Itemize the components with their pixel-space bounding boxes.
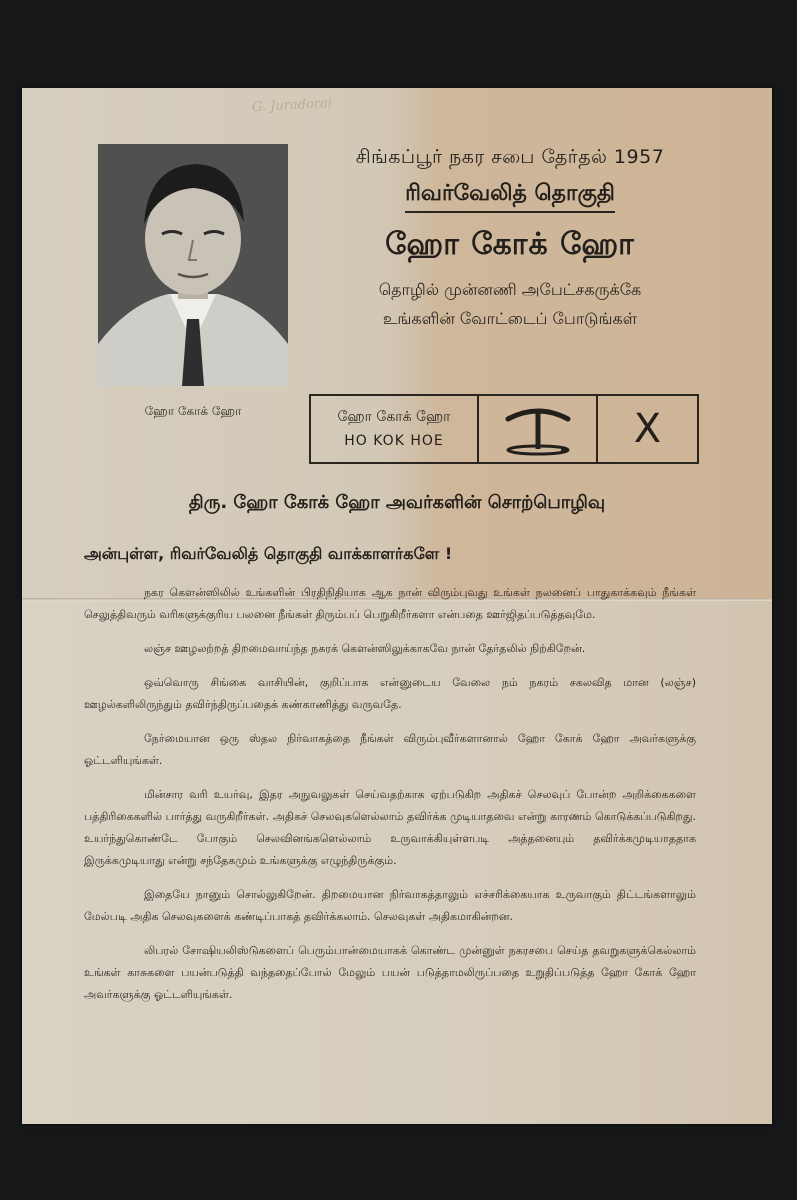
candidate-photo <box>98 144 288 386</box>
ballot-x-mark: X <box>633 406 662 452</box>
speech-body <box>84 582 696 1018</box>
anchor-icon <box>498 401 578 457</box>
appeal-line-1: தொழில் முன்னணி அபேட்சகருக்கே <box>378 280 642 299</box>
appeal-line-2: உங்களின் வோட்டைப் போடுங்கள் <box>382 309 638 328</box>
ballot-symbol-cell <box>479 396 598 462</box>
ballot-mark-cell <box>598 396 697 462</box>
election-title: சிங்கப்பூர் நகர சபை தேர்தல் 1957 <box>355 146 665 168</box>
pencil-annotation: G. Juradorai <box>251 95 333 116</box>
paragraph: மின்சார வரி உயர்வு, இதர அநுவலுகள் செய்வதற்காக ஏற்படுகிற அதிகச் செலவுப் போன்ற அறிக்கைகளை பத்திரிகைகளில் பார்த்து வருகிறீர்கள். அதிகச் செலவுகளெல்லாம் தவிர்க்க முடியாதவை என்று காரணம் கொடுக்கப்படுகிறது. உயர்ந்துகொண்டே போகும் செலவினங்களெல்லாம் உருவாக்கியுள்ளபடி அத்தனையும் தவிர்க்கமுடியாததாக இருக்கமுடியாது என்று சந்தேகமும் உங்களுக்கு எழுந்திருக்கும். <box>84 788 696 867</box>
paragraph: ஒவ்வொரு சிங்கை வாசியின், குறிப்பாக என்னுடைய வேலை நம் நகரம் சகலவித மான (லஞ்ச) ஊழல்களிலிருந்தும் தவிர்ந்திருப்பதைக் கண்காணித்து வருவதே. <box>84 676 696 711</box>
ballot-name-cell <box>311 396 479 462</box>
ballot-name-english: HO KOK HOE <box>344 433 444 449</box>
title-block <box>300 144 720 330</box>
paragraph: நேர்மையான ஒரு ஸ்தல நிர்வாகத்தை நீங்கள் விரும்புவீர்களானால் ஹோ கோக் ஹோ அவர்களுக்கு ஓட்டளியுங்கள். <box>84 732 696 767</box>
paragraph: லிபரல் சோஷியலிஸ்டுகளைப் பெரும்பான்மையாகக் கொண்ட முன்னுள் நகரசபை செய்த தவறுகளுக்கெல்லாம் உங்கள் காசுகளை பயன்படுத்தி வந்ததைப்போல் மேலும் பயன் படுத்தாமலிருப்பதை உறுதிப்படுத்த ஹோ கோக் ஹோ அவர்களுக்கு ஓட்டளியுங்கள். <box>84 944 696 1001</box>
constituency-title: ரிவர்வேலித் தொகுதி <box>405 181 615 213</box>
paragraph: நகர கௌன்ஸிலில் உங்களின் பிரதிநிதியாக ஆக நான் விரும்புவது உங்கள் நலனைப் பாதுகாக்கவும் நீங்கள் செலுத்திவரும் வரிகளுக்குரிய பலனை நீங்கள் திரும்பப் பெறுகிறீர்களா என்பதை ஊர்ஜிதப்படுத்தவுமே. <box>84 586 696 621</box>
speech-title: திரு. ஹோ கோக் ஹோ அவர்களின் சொற்பொழிவு <box>188 492 606 513</box>
paragraph: லஞ்ச ஊழலற்றத் திறமைவாய்ந்த நகரக் கௌன்ஸிலுக்காகவே நான் தேர்தலில் நிற்கிறேன். <box>144 642 586 655</box>
candidate-name: ஹோ கோக் ஹோ <box>385 227 635 262</box>
flyer-sheet <box>22 88 772 1124</box>
greeting: அன்புள்ள, ரிவர்வேலித் தொகுதி வாக்காளர்களே ! <box>84 544 453 563</box>
paragraph: இதையே நானும் சொல்லுகிறேன். திறமையான நிர்வாகத்தாலும் எச்சரிக்கையாக உருவாகும் திட்டங்களாலும் மேல்படி அதிக செலவுகளைக் கண்டிப்பாகத் தவிர்க்கலாம். செலவுகள் அதிகமாகின்றன. <box>84 888 696 923</box>
photo-caption: ஹோ கோக் ஹோ <box>144 404 242 418</box>
ballot-box <box>309 394 699 464</box>
ballot-name-tamil: ஹோ கோக் ஹோ <box>337 409 451 425</box>
portrait-image <box>98 144 288 386</box>
